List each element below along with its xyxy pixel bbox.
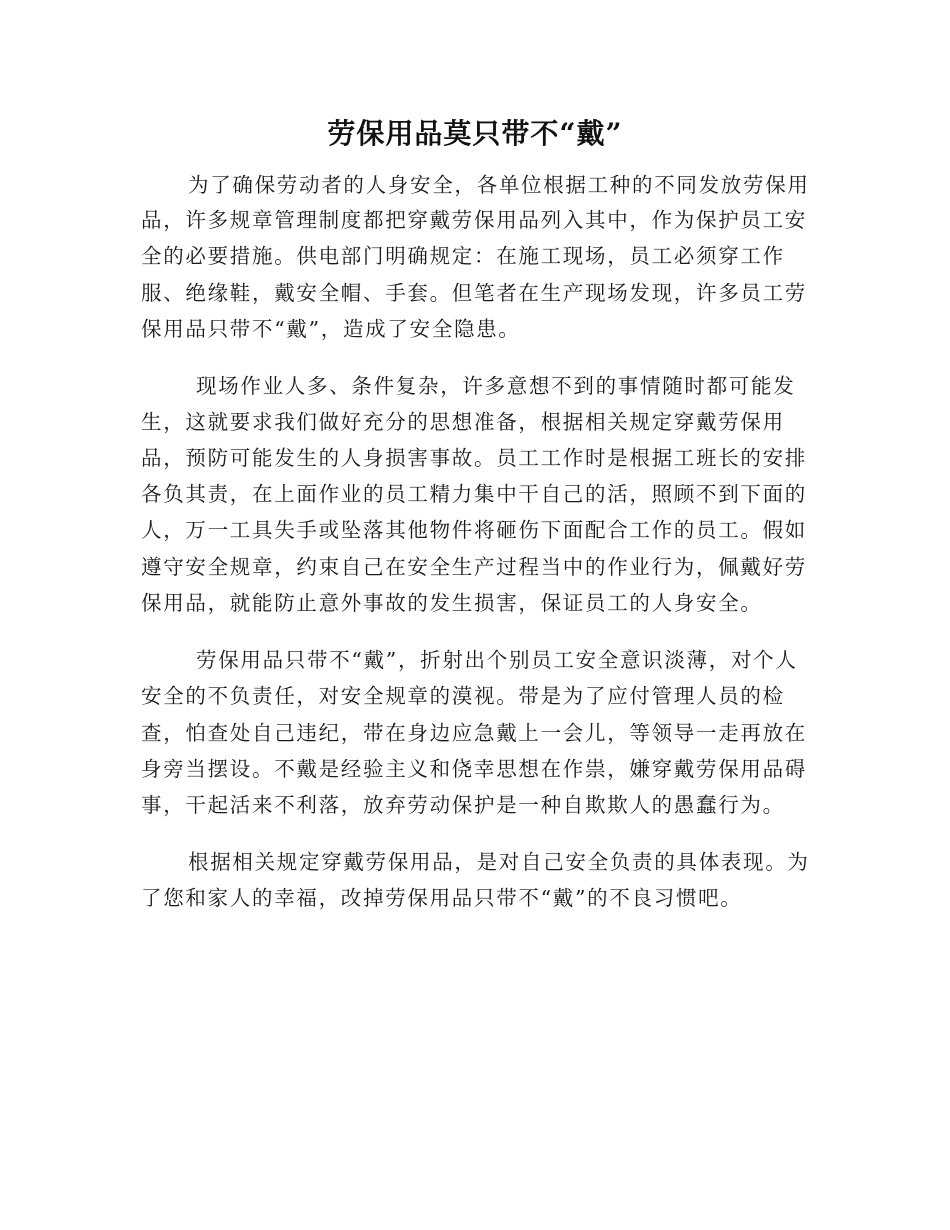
paragraph-line: 现场作业人多、条件复杂，许多意想不到的事情随时都可能发	[196, 374, 796, 398]
paragraph-line: 劳保用品只带不“戴”，折射出个别员工安全意识淡薄，对个人	[196, 648, 798, 672]
paragraph-line: 保用品，就能防止意外事故的发生损害，保证员工的人身安全。	[141, 591, 763, 615]
paragraph-line: 服、绝缘鞋，戴安全帽、手套。但笔者在生产现场发现，许多员工劳	[141, 281, 807, 305]
paragraph-line: 品，预防可能发生的人身损害事故。员工工作时是根据工班长的安排	[141, 446, 807, 470]
paragraph-line: 事，干起活来不利落，放弃劳动保护是一种自欺欺人的愚蠢行为。	[141, 793, 785, 817]
paragraph-line: 为了确保劳动者的人身安全，各单位根据工种的不同发放劳保用	[188, 173, 810, 197]
paragraph-line: 根据相关规定穿戴劳保用品，是对自己安全负责的具体表现。为	[188, 850, 810, 874]
paragraph-line: 查，怕查处自己违纪，带在身边应急戴上一会儿，等领导一走再放在	[141, 721, 807, 745]
paragraph-line: 遵守安全规章，约束自己在安全生产过程当中的作业行为，佩戴好劳	[141, 555, 807, 579]
paragraph-line: 各负其责，在上面作业的员工精力集中干自己的活，照顾不到下面的	[141, 482, 807, 506]
document-title: 劳保用品莫只带不“戴”	[327, 117, 623, 150]
paragraph-line: 品，许多规章管理制度都把穿戴劳保用品列入其中，作为保护员工安	[141, 208, 807, 232]
paragraph-line: 了您和家人的幸福，改掉劳保用品只带不“戴”的不良习惯吧。	[141, 886, 743, 910]
paragraph-line: 保用品只带不“戴”，造成了安全隐患。	[141, 317, 521, 341]
paragraph-line: 生，这就要求我们做好充分的思想准备，根据相关规定穿戴劳保用	[141, 410, 785, 434]
paragraph-line: 安全的不负责任，对安全规章的漠视。带是为了应付管理人员的检	[141, 684, 785, 708]
paragraph-line: 人，万一工具失手或坠落其他物件将砸伤下面配合工作的员工。假如	[141, 518, 807, 542]
paragraph-line: 全的必要措施。供电部门明确规定：在施工现场，员工必须穿工作	[141, 244, 785, 268]
paragraph-line: 身旁当摆设。不戴是经验主义和侥幸思想在作祟，嫌穿戴劳保用品碍	[141, 757, 807, 781]
